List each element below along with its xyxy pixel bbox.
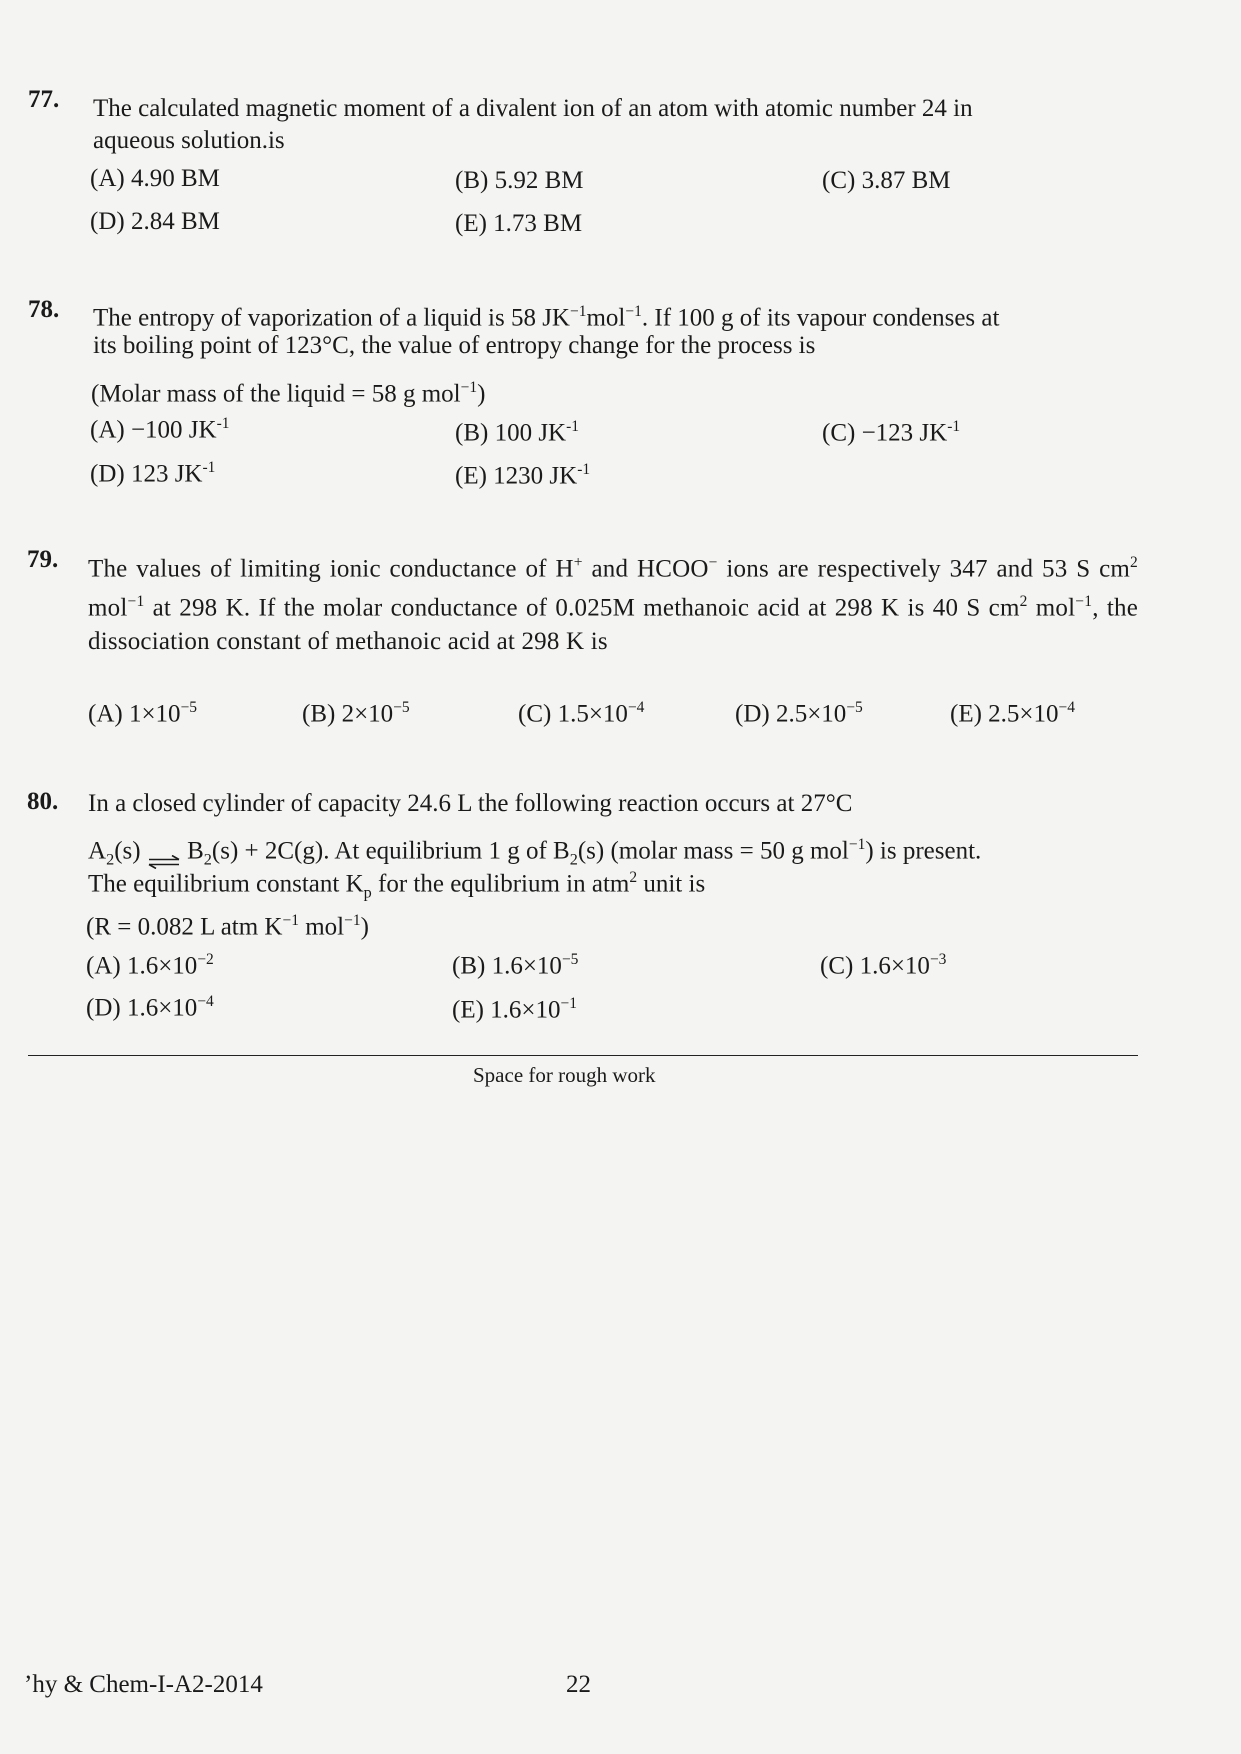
page-number: 22 [566, 1671, 591, 1698]
option-a: (A) 4.90 BM [90, 165, 220, 192]
option-b: (B) 100 $JK^{-1}$ [455, 418, 580, 447]
question-number: 77. [28, 86, 60, 113]
question-stem-line: (R = 0.082 L atm $K^{-1}$ mol$^{-1}$) [86, 912, 369, 941]
option-e: (E) $2.5\times 10^{-4}$ [950, 699, 1076, 728]
question-stem-line: The equilibrium constant $K_p$ for the equlibrium in atm$^2$ unit is [88, 869, 706, 902]
option-b: (B) $2\times 10^{-5}$ [302, 699, 410, 728]
equilibrium-arrow-icon [147, 846, 181, 860]
option-c: (C) $1.5\times 10^{-4}$ [518, 699, 645, 728]
footer-paper-code: ’hy & Chem-I-A2-2014 [24, 1671, 263, 1698]
question-stem-line: aqueous solution.is [93, 127, 285, 154]
question-stem-line: $A_2(s) B_2(s) + 2C(g)$. At equilibrium 1 g of $B_2(s)$ (molar mass = 50 g mol$^{-1}$) is present. [88, 836, 982, 869]
option-e: (E) 1.73 BM [455, 210, 583, 237]
option-e: (E) 1230 $JK^{-1}$ [455, 461, 591, 490]
question-stem: The values of limiting ionic conductance of H+ and HCOO− ions are respectively 347 and 53 S $cm^2$ mol$^{-1}$ at 298 K. If the molar conductance of 0.025M methanoic acid at 298 K is 40 S $cm^2$ mol$^{-1}$, the dissociation constant of methanoic acid at 298 K is [88, 554, 1138, 655]
option-c: (C) 3.87 BM [822, 167, 951, 194]
option-a: (A) $1.6\times 10^{-2}$ [86, 951, 214, 980]
question-stem-line: The calculated magnetic moment of a divalent ion of an atom with atomic number 24 in [93, 95, 973, 122]
option-c: (C) $1.6\times 10^{-3}$ [820, 951, 947, 980]
question-number: 80. [27, 788, 59, 815]
option-b: (B) $1.6\times 10^{-5}$ [452, 951, 579, 980]
question-stem-line: its boiling point of 123°C, the value of entropy change for the process is [93, 332, 816, 359]
question-number: 79. [27, 546, 59, 573]
option-d: (D) $1.6\times 10^{-4}$ [86, 993, 214, 1022]
question-stem-line: In a closed cylinder of capacity 24.6 L the following reaction occurs at 27°C [88, 790, 853, 817]
option-b: (B) 5.92 BM [455, 167, 584, 194]
question-number: 78. [28, 296, 60, 323]
rough-work-label: Space for rough work [473, 1063, 656, 1087]
option-d: (D) $2.5\times 10^{-5}$ [735, 699, 863, 728]
option-e: (E) $1.6\times 10^{-1}$ [452, 995, 578, 1024]
option-a: (A) −100 $JK^{-1}$ [90, 415, 230, 444]
option-c: (C) −123 $JK^{-1}$ [822, 418, 961, 447]
option-a: (A) $1\times 10^{-5}$ [88, 699, 198, 728]
option-d: (D) 123 $JK^{-1}$ [90, 459, 216, 488]
option-d: (D) 2.84 BM [90, 208, 220, 235]
rough-work-divider [28, 1055, 1138, 1056]
question-stem-line: The entropy of vaporization of a liquid is 58 $JK^{-1}mol^{-1}$. If 100 g of its vapour condenses at [93, 303, 1000, 332]
question-stem-line: (Molar mass of the liquid = 58 g mol$^{-1}$) [91, 379, 486, 408]
